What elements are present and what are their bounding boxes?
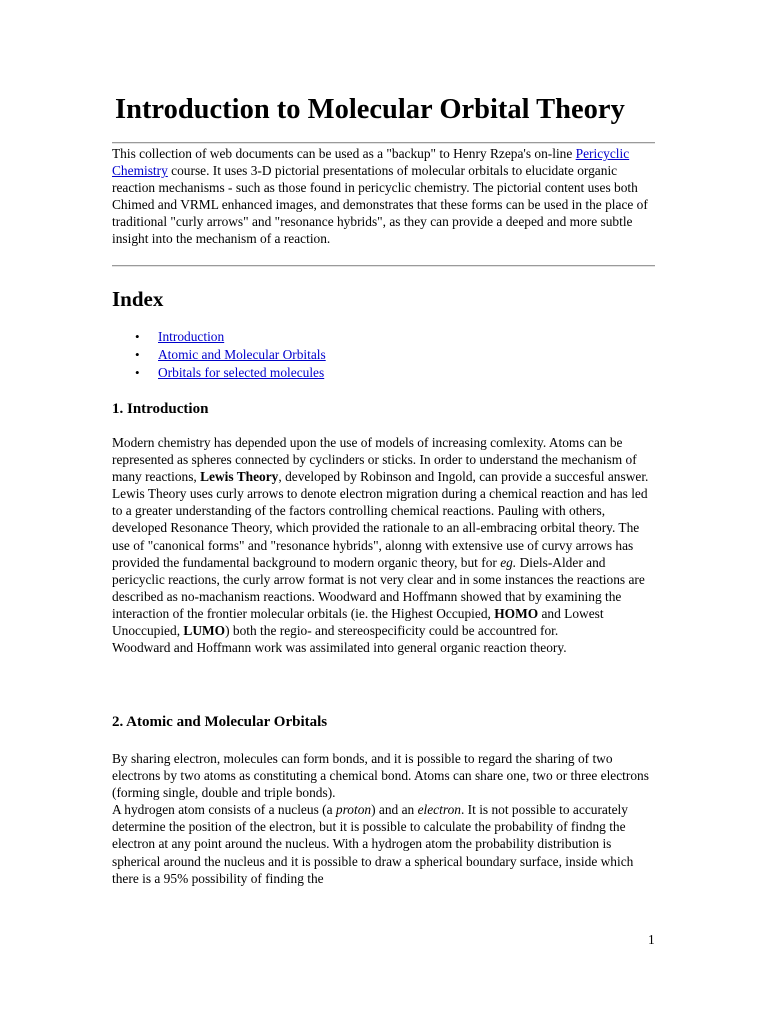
section-heading-atomic-molecular-orbitals: 2. Atomic and Molecular Orbitals	[112, 714, 328, 730]
index-link-selected-molecules[interactable]: Orbitals for selected molecules	[158, 364, 325, 380]
orb-p2-text-b: ) and an	[371, 802, 418, 818]
intro-text-start: This collection of web documents can be used as a "backup" to Henry Rzepa's on-line	[112, 146, 576, 161]
orb-p2-text-a: A hydrogen atom consists of a nucleus (a	[112, 802, 336, 818]
orb-p2-text-c: . It is not possible to accurately determine the position of the electron, but it is possible to calculate the probability of findng the electron at any point around the nucleus. With a hydrogen atom the probability distribution is spherical around the nucleus and it is possible to draw a spherical boundary surface, inside which there is a 95% possibility of finding the	[112, 802, 634, 886]
intro-p2-text-b: Diels-Alder and pericyclic reactions, the curly arrow format is not very clear and in some instances the reactions are described as no-machanism reactions. Woodward and Hoffmann showed that by examining the interaction of the frontier molecular orbitals (ie. the Highest Occupied,	[112, 554, 645, 621]
section-heading-introduction: 1. Introduction	[112, 401, 209, 417]
intro-p1-text: Modern chemistry has depended upon the use of models of increasing comlexity. Atoms can be represented as spheres connected by cyclinders or sticks. In order to understand the mechanism of many reactions,	[112, 435, 637, 485]
intro-p2-text-a: Lewis Theory uses curly arrows to denote electron migration during a chemical reaction and has led to a greater understanding of the factors controlling chemical reactions. Pauling with others, developed Resonance Theory, which provided the rationale to an all-embracing orbital theory. The use of "canonical forms" and "resonance hybrids", alonng with extensive use of curvy arrows has provided the fundamental background to modern organic theory, but for	[112, 486, 648, 570]
index-heading: Index	[112, 287, 164, 311]
eg-italic: eg.	[500, 554, 517, 570]
page-title: Introduction to Molecular Orbital Theory	[115, 94, 625, 125]
introduction-body	[112, 434, 656, 656]
list-item	[112, 328, 326, 346]
bullet-icon: •	[135, 329, 140, 344]
list-item	[112, 346, 326, 364]
orb-p1-text: By sharing electron, molecules can form bonds, and it is possible to regard the sharing of two electrons by two atoms as constituting a chemical bond. Atoms can share one, two or three electrons (forming single, double and triple bonds).	[112, 751, 649, 801]
intro-p1-end: , developed by Robinson and Ingold, can provide a succesful answer.	[278, 469, 649, 485]
document-page	[112, 0, 656, 1024]
intro-p3-text: Woodward and Hoffmann work was assimilated into general organic reaction theory.	[112, 640, 567, 656]
top-divider	[112, 142, 655, 144]
bullet-icon: •	[135, 346, 140, 362]
index-link-atomic-molecular-orbitals[interactable]: Atomic and Molecular Orbitals	[158, 346, 326, 362]
bottom-divider	[112, 265, 655, 267]
lewis-theory-bold: Lewis Theory	[200, 469, 279, 485]
orbitals-body	[112, 750, 656, 887]
proton-italic: proton	[335, 802, 372, 818]
index-link-introduction[interactable]: Introduction	[158, 329, 225, 344]
electron-italic: electron	[417, 802, 461, 818]
bullet-icon: •	[135, 364, 140, 380]
lumo-bold: LUMO	[183, 623, 226, 639]
list-item	[112, 364, 326, 382]
intro-p2-text-c: and Lowest Unoccupied,	[112, 605, 604, 639]
pericyclic-chemistry-link[interactable]: Pericyclic Chemistry	[112, 146, 630, 179]
homo-bold: HOMO	[494, 605, 539, 621]
intro-paragraph	[112, 145, 656, 248]
index-list	[112, 328, 326, 381]
intro-p2-text-d: ) both the regio- and stereospecificity could be accountred for.	[225, 623, 559, 639]
page-number: 1	[648, 932, 655, 947]
intro-text-end: course. It uses 3-D pictorial presentations of molecular orbitals to elucidate organic reaction mechanisms - such as those found in pericyclic chemistry. The pictorial content uses both Chimed and VRML enhanced images, and demonstrates that these forms can be used in the place of traditional "curly arrows" and "resonance hybrids", as they can provide a deeped and more subtle insight into the mechanism of a reaction.	[112, 163, 648, 247]
